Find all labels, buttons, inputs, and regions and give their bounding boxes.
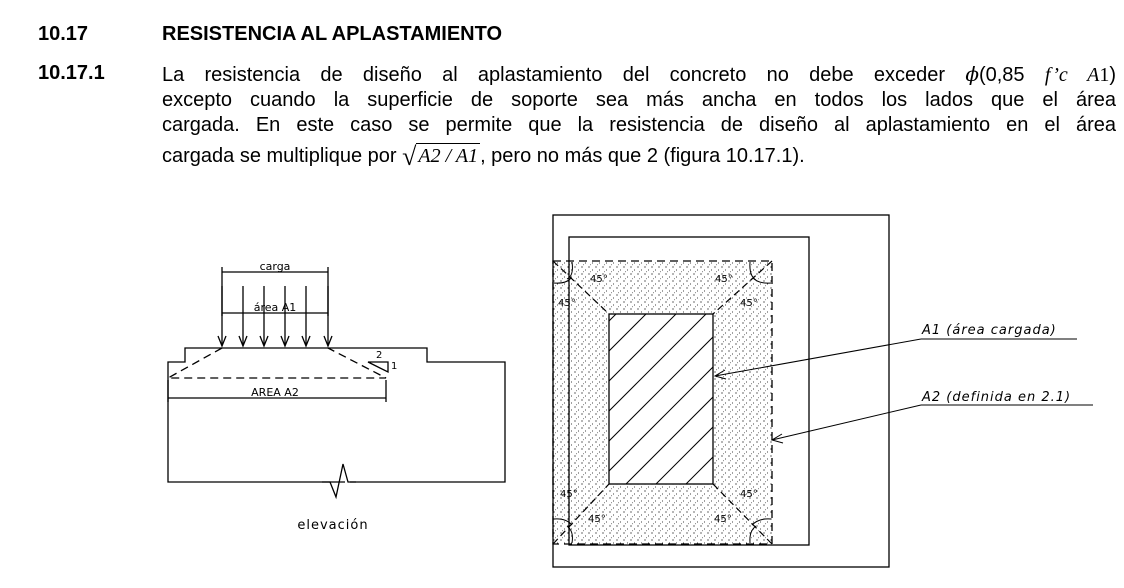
para-text: cargada se multiplique por [162,145,403,167]
elevation-view [168,267,505,497]
label-a2: A2 (definida en 2.1) [922,390,1072,405]
sqrt-radicand: A2 / A1 [418,145,479,167]
angle-label: 45° [588,514,606,525]
slope-triangle [368,362,388,372]
para-text: (0,85 [978,64,1045,86]
close-paren: ) [1109,64,1116,86]
para-text: La resistencia de diseño al aplastamiento del concreto no debe exceder [162,64,966,86]
para-text: , pero no más que 2 (figura 10.17.1). [480,145,805,167]
angle-label: 45° [590,274,608,285]
para-line-3: cargada. En este caso se permite que la resistencia de diseño al aplastamiento en el área [162,114,1116,136]
label-carga: carga [259,260,291,273]
angle-label: 45° [715,274,733,285]
section-number: 10.17 [38,23,89,45]
angle-label: 45° [560,489,578,500]
angle-label: 45° [740,489,758,500]
load-arrows [218,286,332,346]
angle-label: 45° [558,298,576,309]
break-symbol [322,464,356,497]
plan-view [553,170,1093,588]
angle-label: 45° [714,514,732,525]
section-title: RESISTENCIA AL APLASTAMIENTO [162,23,503,45]
support-outline [168,348,505,482]
caption-elevacion: elevación [297,518,369,533]
angle-label: 45° [740,298,758,309]
fc-symbol: f’c A [1044,64,1100,86]
label-area-a2: AREA A2 [251,386,299,399]
spread-lines [168,348,386,378]
label-area-a1: área A1 [253,301,297,314]
radical-sign: √ [402,142,417,171]
a1-index: 1 [1099,64,1110,86]
slope-1: 1 [391,361,398,372]
subsection-number: 10.17.1 [38,62,105,84]
label-a1: A1 (área cargada) [922,323,1057,338]
area-a1-fill [609,314,713,484]
para-line-2: excepto cuando la superficie de soporte sea más ancha en todos los lados que el área [162,89,1116,111]
phi-symbol: ϕ [965,62,979,86]
slope-2: 2 [376,350,383,361]
